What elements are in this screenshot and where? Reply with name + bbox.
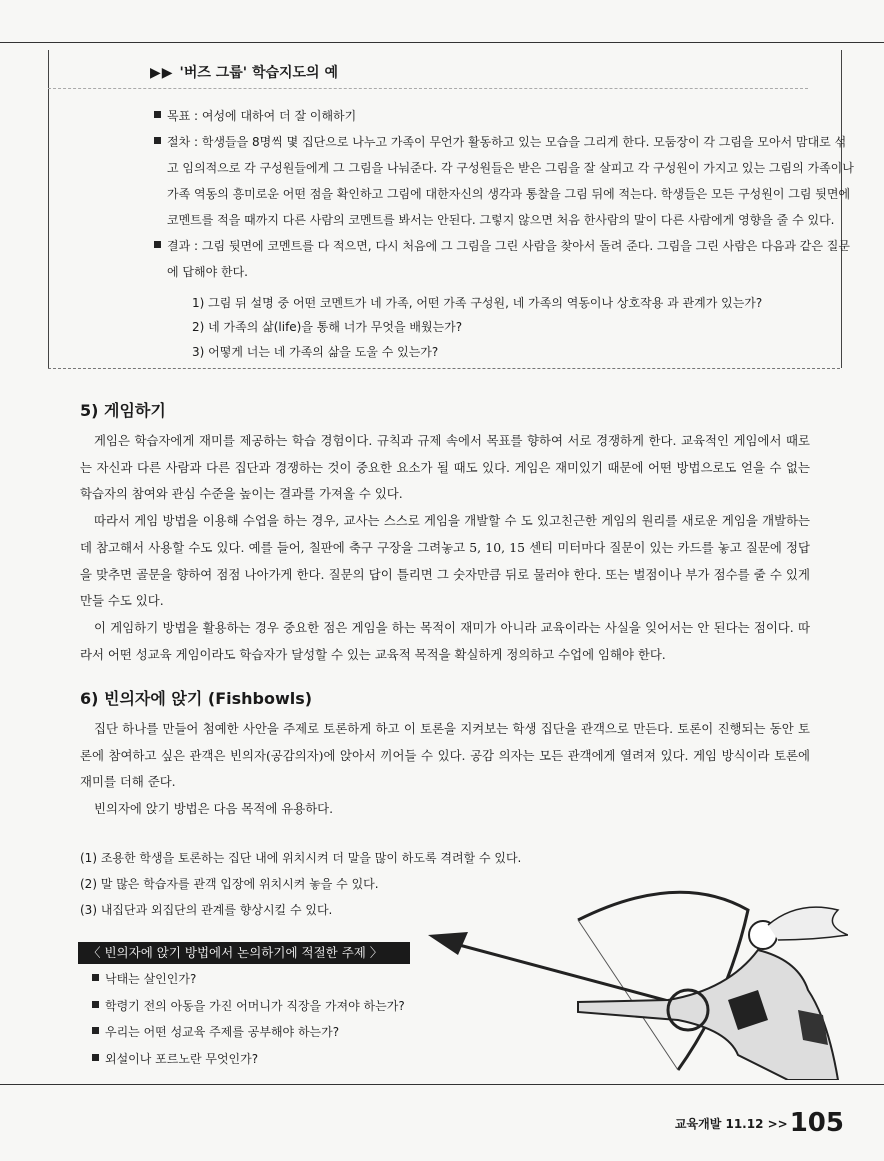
list-item: 외설이나 포르노란 무엇인가? [92, 1046, 405, 1073]
section-heading: 6) 빈의자에 앉기 (Fishbowls) [80, 689, 313, 708]
section-body [80, 428, 810, 668]
list-item: 학령기 전의 아동을 가진 어머니가 직장을 가져야 하는가? [92, 993, 405, 1020]
list-item: (1) 조용한 학생을 토론하는 집단 내에 위치시켜 더 말을 많이 하도록 격려할 수 있다. [80, 851, 522, 865]
question-item: 1) 그림 뒤 설명 중 어떤 코멘트가 네 가족, 어떤 가족 구성원, 네 가족의 역동이나 상호작용 과 관계가 있는가? [192, 296, 763, 310]
bottom-rule [0, 1084, 884, 1085]
bullet-square-icon [92, 1054, 99, 1061]
list-item: 낙태는 살인인가? [92, 966, 405, 993]
bullet-square-icon [154, 241, 161, 248]
bullet-square-icon [92, 1001, 99, 1008]
magazine-name: 교육개발 11.12 >> [674, 1117, 788, 1131]
bullet-square-icon [92, 1027, 99, 1034]
paragraph: 이 게임하기 방법을 활용하는 경우 중요한 점은 게임을 하는 목적이 재미가 아니라 교육이라는 사실을 잊어서는 안 된다는 점이다. 따라서 어떤 성교육 게임이라도 학습자가 달성할 수 있는 교육적 목적을 확실하게 정의하고 수업에 임해야 한다. [80, 619, 810, 662]
section-body [80, 716, 810, 823]
divider [48, 88, 808, 89]
paragraph: 빈의자에 앉기 방법은 다음 목적에 유용하다. [94, 801, 334, 817]
page-footer [675, 1108, 844, 1138]
question-item: 2) 네 가족의 삶(life)을 통해 너가 무엇을 배웠는가? [192, 320, 463, 334]
bullet-square-icon [92, 974, 99, 981]
question-item: 3) 어떻게 너는 네 가족의 삶을 도울 수 있는가? [192, 345, 439, 359]
box-title [150, 62, 338, 82]
goal-text: 목표 : 여성에 대하여 더 잘 이해하기 [167, 109, 357, 123]
box-title-text: '버즈 그룹' 학습지도의 예 [179, 65, 338, 81]
result-line: 에 답해야 한다. [167, 265, 248, 279]
procedure-line: 고 임의적으로 각 구성원들에게 그 그림을 나눠준다. 각 구성원들은 받은 그림을 잘 살피고 각 구성원이 가지고 있는 그림의 가족이나 [167, 161, 854, 175]
procedure-item [154, 129, 846, 155]
arrow-icon: ▶▶ [150, 65, 174, 81]
bullet-square-icon [154, 111, 161, 118]
list-item: (2) 말 많은 학습자를 관객 입장에 위치시켜 놓을 수 있다. [80, 877, 379, 891]
result-line: 결과 : 그림 뒷면에 코멘트를 다 적으면, 다시 처음에 그 그림을 그린 사람을 찾아서 돌려 준다. 그림을 그린 사람은 다음과 같은 질문 [167, 239, 850, 253]
archer-illustration [428, 880, 848, 1080]
bullet-square-icon [154, 137, 161, 144]
list-item: (3) 내집단과 외집단의 관계를 향상시킬 수 있다. [80, 903, 333, 917]
procedure-line: 절차 : 학생들을 8명씩 몇 집단으로 나누고 가족이 무언가 활동하고 있는 모습을 그리게 한다. 모둠장이 각 그림을 모아서 맘대로 섞 [167, 135, 847, 149]
procedure-line: 코멘트를 적을 때까지 다른 사람의 코멘트를 봐서는 안된다. 그렇지 않으면 처음 한사람의 말이 다른 사람에게 영향을 줄 수 있다. [167, 213, 835, 227]
paragraph: 따라서 게임 방법을 이용해 수업을 하는 경우, 교사는 스스로 게임을 개발할 수 도 있고친근한 게임의 원리를 새로운 게임을 개발하는데 참고해서 사용할 수도 있다. 예를 들어, 칠판에 축구 구장을 그려놓고 5, 10, 15 센티 미터마다 질문이 있는 카드를 놓고 질문에 정답을 맞추면 골문을 향하여 점점 나아가게 한다. 질문의 답이 틀리면 그 숫자만큼 뒤로 물러야 한다. 또는 벌점이나 부가 점수를 줄 수 있게 만들 수도 있다. [80, 513, 810, 609]
topic-box-title: 〈 빈의자에 앉기 방법에서 논의하기에 적절한 주제 〉 [78, 942, 410, 964]
box-bottom-dash [48, 368, 840, 369]
list-item: 우리는 어떤 성교육 주제를 공부해야 하는가? [92, 1019, 405, 1046]
paragraph: 집단 하나를 만들어 첨예한 사안을 주제로 토론하게 하고 이 토론을 지켜보는 학생 집단을 관객으로 만든다. 토론이 진행되는 동안 토론에 참여하고 싶은 관객은 빈의자(공감의자)에 앉아서 끼어들 수 있다. 공감 의자는 모든 관객에게 열려져 있다. 게임 방식이라 토론에 재미를 더해 준다. [80, 721, 810, 790]
goal-item [154, 103, 356, 129]
page-number: 105 [789, 1108, 844, 1138]
top-rule [0, 42, 884, 43]
procedure-line: 가족 역동의 흥미로운 어떤 점을 확인하고 그림에 대한자신의 생각과 통찰을 그림 뒤에 적는다. 학생들은 모든 구성원이 그림 뒷면에 [167, 187, 851, 201]
paragraph: 게임은 학습자에게 재미를 제공하는 학습 경험이다. 규칙과 규제 속에서 목표를 향하여 서로 경쟁하게 한다. 교육적인 게임에서 때로는 자신과 다른 사람과 다른 집단과 경쟁하는 것이 중요한 요소가 될 때도 있다. 게임은 재미있기 때문에 어떤 방법으로도 얻을 수 없는 학습자의 참여와 관심 수준을 높이는 결과를 가져올 수 있다. [80, 433, 810, 502]
section-heading: 5) 게임하기 [80, 401, 166, 420]
topic-list [92, 966, 405, 1072]
result-item [154, 233, 850, 259]
